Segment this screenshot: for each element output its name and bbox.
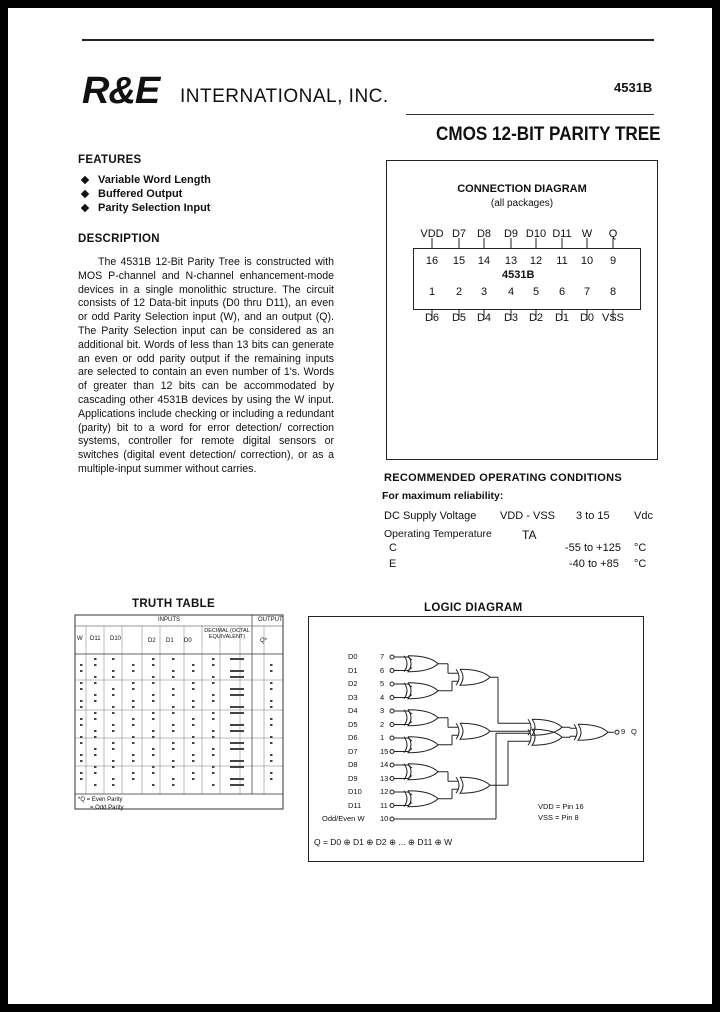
xor-gate-level1: [404, 710, 438, 726]
top-rule: [82, 39, 654, 41]
temp-unit-e: °C: [634, 558, 647, 570]
bottom-pin-number: 2: [455, 286, 463, 298]
supply-voltage-symbol: VDD - VSS: [500, 510, 556, 522]
logic-input-pin: 5: [380, 679, 385, 688]
page-title: CMOS 12-BIT PARITY TREE: [436, 124, 661, 145]
top-pin-number: 14: [477, 255, 491, 267]
top-pin-label: D11: [552, 228, 572, 240]
top-pin-number: 10: [580, 255, 594, 267]
col-d11: D11: [90, 636, 101, 642]
bottom-pin-number: 8: [609, 286, 617, 298]
logic-input-label: D1: [348, 665, 358, 675]
logic-input-label: D8: [348, 760, 358, 769]
description-body: The 4531B 12-Bit Parity Tree is constructed with MOS P-channel and N-channel enhancement-mode devices in a single monolithic structure. The circuit consists of 12 Data-bit inputs (D0 thru D11), an even or odd Parity Selection input (W), and an output (Q). The Parity Selection input can be considered as an additional bit. Words of less than 13 bits can generate an even or odd parity output if the remaining inputs are selected to contain an even number of 1's. Words of greater than 12 bits can be accommodated by cascading other 4531B devices by using the W input. Applications include checking or including a redundant (parity) bit to a word for error detection/ correction systems, controller for remote digital sensors or switches (digital event detection/ correction), or as a multiple-input summer without carries.: [78, 256, 334, 475]
xor-gate-level3: [528, 729, 562, 745]
bottom-pin-label: D4: [476, 312, 492, 324]
top-pin-number: 12: [529, 255, 543, 267]
title-rule: [406, 114, 654, 115]
col-d0: D0: [184, 638, 192, 644]
logic-input-label: D3: [348, 692, 358, 702]
connection-diagram-title: CONNECTION DIAGRAM: [457, 183, 587, 195]
datasheet-page: [8, 8, 712, 1004]
top-pin-label: D8: [476, 228, 492, 240]
col-d1: D1: [166, 638, 174, 644]
top-pin-label: VDD: [420, 228, 444, 240]
bottom-pin-number: 5: [532, 286, 540, 298]
bottom-pin-number: 7: [583, 286, 591, 298]
input-pin-dot: [390, 804, 394, 808]
top-pin-label: D9: [503, 228, 519, 240]
bullet-icon: [81, 190, 89, 198]
input-pin-dot: [390, 750, 394, 754]
top-pin-number: 15: [452, 255, 466, 267]
bottom-pin-label: VSS: [601, 312, 624, 324]
logic-input-pin: 1: [380, 733, 385, 742]
bullet-icon: [81, 204, 89, 212]
xor-gate-level1: [404, 683, 438, 699]
logic-input-pin: 11: [380, 800, 388, 810]
input-pin-dot: [390, 682, 394, 686]
bottom-pin-number: 6: [558, 286, 566, 298]
truth-table-footnote-1: *Q = Even Parity: [78, 797, 123, 803]
bottom-pin-label: D3: [503, 312, 519, 324]
company-name: INTERNATIONAL, INC.: [180, 86, 389, 107]
input-pin-dot: [390, 817, 394, 821]
logic-input-pin: 12: [380, 787, 389, 796]
logic-input-label: D9: [348, 773, 358, 783]
bottom-pin-label: D1: [554, 312, 570, 324]
xor-gate-level2: [456, 669, 490, 685]
col-q: Q*: [260, 638, 268, 644]
logic-input-pin: 13: [380, 773, 389, 783]
xor-gate-level2: [456, 777, 490, 793]
top-pin-number: 11: [556, 255, 568, 267]
operating-conditions-subheading: For maximum reliability:: [382, 490, 504, 502]
features-heading: FEATURES: [78, 154, 142, 166]
bottom-pin-number: 1: [428, 286, 436, 298]
input-pin-dot: [390, 709, 394, 713]
chip-pin-ticks: [413, 236, 645, 324]
col-d2: D2: [148, 638, 156, 644]
chip-label: 4531B: [502, 269, 535, 281]
supply-voltage-label: DC Supply Voltage: [384, 510, 477, 522]
logic-input-pin: 10: [380, 814, 389, 823]
description-heading: DESCRIPTION: [78, 233, 160, 245]
truth-table-inputs-header: INPUTS: [158, 617, 181, 623]
logic-input-label: D5: [348, 719, 358, 729]
truth-table: [74, 614, 284, 810]
top-pin-label: D7: [451, 228, 467, 240]
top-pin-number: 13: [504, 255, 518, 267]
temp-grade-e: E: [389, 558, 397, 570]
truth-table-heading: TRUTH TABLE: [132, 598, 215, 610]
logic-input-label: Odd/Even W: [322, 814, 365, 823]
logic-diagram-heading: LOGIC DIAGRAM: [424, 602, 523, 614]
top-pin-label: D10: [525, 228, 547, 240]
input-pin-dot: [390, 736, 394, 740]
vdd-note: VDD = Pin 16: [538, 802, 584, 811]
bottom-pin-number: 3: [480, 286, 488, 298]
input-pin-dot: [390, 790, 394, 794]
logic-input-pin: 6: [380, 665, 385, 675]
feature-item: Variable Word Length: [80, 174, 211, 186]
bottom-pin-label: D6: [424, 312, 440, 324]
bottom-pin-label: D0: [579, 312, 595, 324]
temp-unit-c: °C: [634, 542, 647, 554]
temp-range-c: -55 to +125: [565, 542, 621, 554]
logic-input-label: D6: [348, 733, 358, 742]
top-pin-number: 16: [425, 255, 439, 267]
top-pin-label: Q: [608, 228, 618, 240]
connection-diagram-subtitle: (all packages): [490, 198, 554, 209]
logic-input-pin: 7: [380, 652, 385, 661]
input-pin-dot: [390, 763, 394, 767]
temp-range-e: -40 to +85: [569, 558, 619, 570]
logic-input-pin: 2: [380, 719, 385, 729]
input-pin-dot: [390, 669, 394, 673]
xor-gate-level2: [456, 723, 490, 739]
temperature-symbol: TA: [522, 528, 537, 542]
xor-gate-level1: [404, 791, 438, 807]
xor-gate-level1: [404, 737, 438, 753]
bottom-pin-label: D5: [451, 312, 467, 324]
temperature-label: Operating Temperature: [384, 528, 492, 540]
vss-note: VSS = Pin 8: [538, 813, 579, 822]
logic-input-label: D4: [348, 706, 358, 715]
company-logo: R&E: [82, 70, 160, 112]
bottom-pin-number: 4: [507, 286, 515, 298]
logic-input-pin: 4: [380, 692, 385, 702]
input-pin-dot: [390, 655, 394, 659]
input-pin-dot: [390, 777, 394, 781]
logic-input-label: D7: [348, 746, 358, 756]
input-pin-dot: [390, 723, 394, 727]
col-d10: D10: [110, 636, 122, 642]
xor-gate-output: [574, 724, 608, 740]
output-pin-number: 9: [621, 727, 626, 737]
top-pin-label: W: [581, 228, 593, 240]
parity-equation: Q = D0 ⊕ D1 ⊕ D2 ⊕ ... ⊕ D11 ⊕ W: [314, 837, 453, 847]
operating-conditions-heading: RECOMMENDED OPERATING CONDITIONS: [384, 472, 622, 484]
supply-voltage-unit: Vdc: [634, 510, 653, 522]
col-decimal: DECIMAL (OCTAL EQUIVALENT): [204, 628, 250, 640]
input-pin-dot: [390, 696, 394, 700]
logic-diagram: [308, 616, 644, 862]
xor-gate-level3: [528, 719, 562, 735]
logic-input-label: D11: [348, 800, 362, 810]
feature-item: Parity Selection Input: [80, 202, 210, 214]
logic-input-label: D0: [348, 652, 358, 661]
logic-input-label: D2: [348, 679, 358, 688]
supply-voltage-range: 3 to 15: [576, 510, 610, 522]
part-number: 4531B: [614, 80, 653, 95]
output-label: Q: [631, 727, 637, 737]
xor-gate-level1: [404, 764, 438, 780]
truth-table-footnote-2: = Odd Parity: [90, 805, 124, 811]
xor-gate-level1: [404, 656, 438, 672]
output-pin-dot: [615, 730, 619, 734]
logic-input-pin: 14: [380, 760, 389, 769]
logic-input-label: D10: [348, 787, 362, 796]
bullet-icon: [81, 176, 89, 184]
logic-input-pin: 15: [380, 746, 389, 756]
truth-table-output-header: OUTPUT: [258, 617, 283, 623]
temp-grade-c: C: [389, 542, 397, 554]
feature-item: Buffered Output: [80, 188, 182, 200]
top-pin-number: 9: [609, 255, 617, 267]
col-w: W: [77, 636, 83, 642]
logic-input-pin: 3: [380, 706, 385, 715]
bottom-pin-label: D2: [528, 312, 544, 324]
